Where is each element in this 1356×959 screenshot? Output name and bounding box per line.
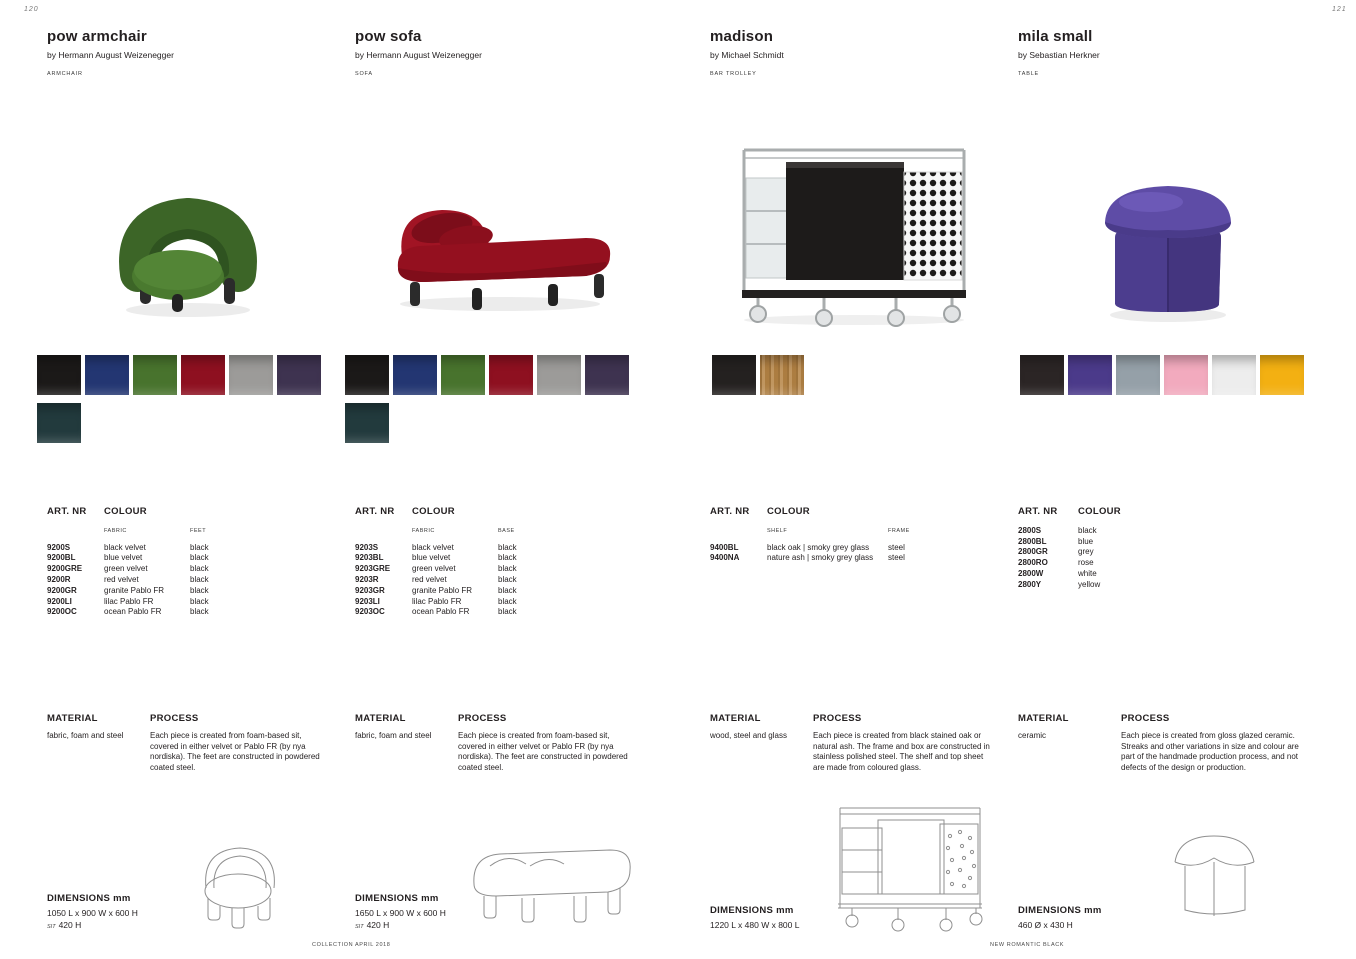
footer-collection: COLLECTION APRIL 2018 bbox=[312, 942, 391, 948]
colour-header: COLOUR bbox=[104, 506, 147, 517]
product-designer: by Michael Schmidt bbox=[710, 50, 784, 60]
dimensions-pow-armchair bbox=[47, 893, 138, 930]
spec-table-mila-small bbox=[1018, 507, 1121, 591]
pow-armchair-swatches-row2 bbox=[37, 403, 81, 443]
spec-row: 2800S black bbox=[1018, 525, 1097, 535]
spec-row: 9203GR granite Pablo FR black bbox=[355, 585, 517, 595]
material-header: MATERIAL bbox=[355, 713, 406, 724]
spec-row: 2800Y yellow bbox=[1018, 579, 1101, 589]
product-title: mila small bbox=[1018, 28, 1093, 45]
colour-swatch bbox=[1260, 355, 1304, 395]
matproc-pow-sofa bbox=[355, 713, 636, 773]
fabric-swatch bbox=[345, 403, 389, 443]
dimensions-mila-small bbox=[1018, 905, 1102, 930]
product-designer: by Hermann August Weizenegger bbox=[47, 50, 174, 60]
pow-sofa-drawing bbox=[462, 838, 642, 933]
madison-trolley-photo bbox=[728, 138, 980, 333]
spec-row: 9200GRE green velvet black bbox=[47, 564, 209, 574]
product-header-pow-sofa bbox=[355, 28, 655, 77]
spec-row: 9200S black velvet black bbox=[47, 542, 209, 552]
fabric-swatch bbox=[181, 355, 225, 395]
sub-header-shelf: SHELF bbox=[767, 527, 788, 534]
colour-swatch bbox=[1116, 355, 1160, 395]
product-category: BAR TROLLEY bbox=[710, 71, 757, 77]
mila-small-photo bbox=[1093, 172, 1243, 329]
spec-table-madison bbox=[710, 507, 910, 564]
seat-height: SIT 420 H bbox=[355, 920, 390, 930]
pow-sofa-swatches-row2 bbox=[345, 403, 389, 443]
spec-row: 9400NA nature ash | smoky grey glass steel bbox=[710, 553, 905, 563]
process-header: PROCESS bbox=[150, 713, 199, 724]
colour-swatch bbox=[1068, 355, 1112, 395]
madison-swatches bbox=[712, 355, 804, 395]
art-nr-header: ART. NR bbox=[1018, 506, 1058, 517]
fabric-swatch bbox=[393, 355, 437, 395]
spec-row: 2800GR grey bbox=[1018, 547, 1094, 557]
art-nr-header: ART. NR bbox=[710, 506, 750, 517]
material-header: MATERIAL bbox=[710, 713, 761, 724]
seat-height: SIT 420 H bbox=[47, 920, 82, 930]
fabric-swatch bbox=[345, 355, 389, 395]
madison-drawing bbox=[828, 800, 993, 940]
dimensions-header: DIMENSIONS mm bbox=[47, 893, 131, 904]
material-text: wood, steel and glass bbox=[710, 731, 787, 740]
spec-row: 9203R red velvet black bbox=[355, 574, 517, 584]
pow-sofa-photo bbox=[380, 190, 620, 320]
product-category: ARMCHAIR bbox=[47, 71, 83, 77]
dimensions-value: 1050 L x 900 W x 600 H bbox=[47, 908, 138, 918]
matproc-madison bbox=[710, 713, 991, 773]
process-header: PROCESS bbox=[813, 713, 862, 724]
process-text: Each piece is created from gloss glazed ceramic. Streaks and other variations in size and colour are part of the handmade production process, and not defects of the design or production. bbox=[1121, 731, 1299, 772]
mila-small-swatches bbox=[1020, 355, 1304, 395]
product-category: SOFA bbox=[355, 71, 373, 77]
fabric-swatch bbox=[37, 403, 81, 443]
pow-sofa-swatches-row1 bbox=[345, 355, 629, 395]
colour-header: COLOUR bbox=[412, 506, 455, 517]
fabric-swatch bbox=[277, 355, 321, 395]
dimensions-header: DIMENSIONS mm bbox=[710, 905, 794, 916]
finish-swatch bbox=[760, 355, 804, 395]
product-title: pow sofa bbox=[355, 28, 422, 45]
page-number-right: 121 bbox=[1332, 6, 1347, 13]
process-header: PROCESS bbox=[458, 713, 507, 724]
fabric-swatch bbox=[585, 355, 629, 395]
product-header-madison bbox=[710, 28, 1010, 77]
spec-row: 9203OC ocean Pablo FR black bbox=[355, 607, 517, 617]
colour-swatch bbox=[1212, 355, 1256, 395]
spec-row: 9203S black velvet black bbox=[355, 542, 517, 552]
matproc-pow-armchair bbox=[47, 713, 328, 773]
fabric-swatch bbox=[441, 355, 485, 395]
spec-row: 9200R red velvet black bbox=[47, 574, 209, 584]
sub-header-feet: FEET bbox=[190, 527, 207, 534]
fabric-swatch bbox=[37, 355, 81, 395]
spec-row: 2800W white bbox=[1018, 568, 1097, 578]
product-header-mila-small bbox=[1018, 28, 1318, 77]
material-text: fabric, foam and steel bbox=[47, 731, 124, 740]
process-header: PROCESS bbox=[1121, 713, 1170, 724]
product-header-pow-armchair bbox=[47, 28, 347, 77]
dimensions-value: 460 Ø x 430 H bbox=[1018, 920, 1073, 930]
matproc-mila-small bbox=[1018, 713, 1299, 773]
spec-row: 9203BL blue velvet black bbox=[355, 553, 517, 563]
material-header: MATERIAL bbox=[47, 713, 98, 724]
process-text: Each piece is created from black stained oak or natural ash. The frame and box are constructed in stainless polished steel. The shelf and top sheet are made from coloured glass. bbox=[813, 731, 990, 772]
finish-swatch bbox=[712, 355, 756, 395]
material-header: MATERIAL bbox=[1018, 713, 1069, 724]
pow-armchair-drawing bbox=[192, 836, 287, 936]
art-nr-header: ART. NR bbox=[355, 506, 395, 517]
art-nr-header: ART. NR bbox=[47, 506, 87, 517]
fabric-swatch bbox=[489, 355, 533, 395]
fabric-swatch bbox=[537, 355, 581, 395]
sub-header-fabric: FABRIC bbox=[104, 527, 127, 534]
product-designer: by Sebastian Herkner bbox=[1018, 50, 1100, 60]
spec-row: 2800BL blue bbox=[1018, 536, 1094, 546]
sub-header-fabric: FABRIC bbox=[412, 527, 435, 534]
spec-row: 9200LI lilac Pablo FR black bbox=[47, 596, 209, 606]
fabric-swatch bbox=[133, 355, 177, 395]
product-category: TABLE bbox=[1018, 71, 1040, 77]
spec-row: 9203GRE green velvet black bbox=[355, 564, 517, 574]
spec-table-pow-sofa bbox=[355, 507, 517, 618]
dimensions-value: 1220 L x 480 W x 800 L bbox=[710, 920, 800, 930]
material-text: ceramic bbox=[1018, 731, 1047, 740]
dimensions-header: DIMENSIONS mm bbox=[1018, 905, 1102, 916]
product-title: pow armchair bbox=[47, 28, 147, 45]
material-text: fabric, foam and steel bbox=[355, 731, 432, 740]
dimensions-pow-sofa bbox=[355, 893, 446, 930]
spec-row: 9200OC ocean Pablo FR black bbox=[47, 607, 209, 617]
spec-row: 9200BL blue velvet black bbox=[47, 553, 209, 563]
pow-armchair-swatches-row1 bbox=[37, 355, 321, 395]
fabric-swatch bbox=[85, 355, 129, 395]
product-title: madison bbox=[710, 28, 774, 45]
colour-header: COLOUR bbox=[1078, 506, 1121, 517]
page-number-left: 120 bbox=[24, 6, 39, 13]
sub-header-frame: FRAME bbox=[888, 527, 910, 534]
dimensions-header: DIMENSIONS mm bbox=[355, 893, 439, 904]
mila-small-drawing bbox=[1167, 826, 1262, 926]
dimensions-value: 1650 L x 900 W x 600 H bbox=[355, 908, 446, 918]
footer-collection-name: NEW ROMANTIC BLACK bbox=[990, 942, 1065, 948]
process-text: Each piece is created from foam-based sit, covered in either velvet or Pablo FR (by nya nordiska). The feet are constructed in powdered coated steel. bbox=[458, 731, 628, 772]
spec-table-pow-armchair bbox=[47, 507, 209, 618]
sub-header-base: BASE bbox=[498, 527, 515, 534]
product-designer: by Hermann August Weizenegger bbox=[355, 50, 482, 60]
dimensions-madison bbox=[710, 905, 799, 930]
spec-row: 9200GR granite Pablo FR black bbox=[47, 585, 209, 595]
colour-header: COLOUR bbox=[767, 506, 810, 517]
spec-row: 9203LI lilac Pablo FR black bbox=[355, 596, 517, 606]
colour-swatch bbox=[1020, 355, 1064, 395]
spec-row: 2800RO rose bbox=[1018, 558, 1094, 568]
colour-swatch bbox=[1164, 355, 1208, 395]
fabric-swatch bbox=[229, 355, 273, 395]
process-text: Each piece is created from foam-based sit, covered in either velvet or Pablo FR (by nya nordiska). The feet are constructed in powdered coated steel. bbox=[150, 731, 320, 772]
spec-row: 9400BL black oak | smoky grey glass steel bbox=[710, 542, 905, 552]
pow-armchair-photo bbox=[100, 190, 275, 325]
